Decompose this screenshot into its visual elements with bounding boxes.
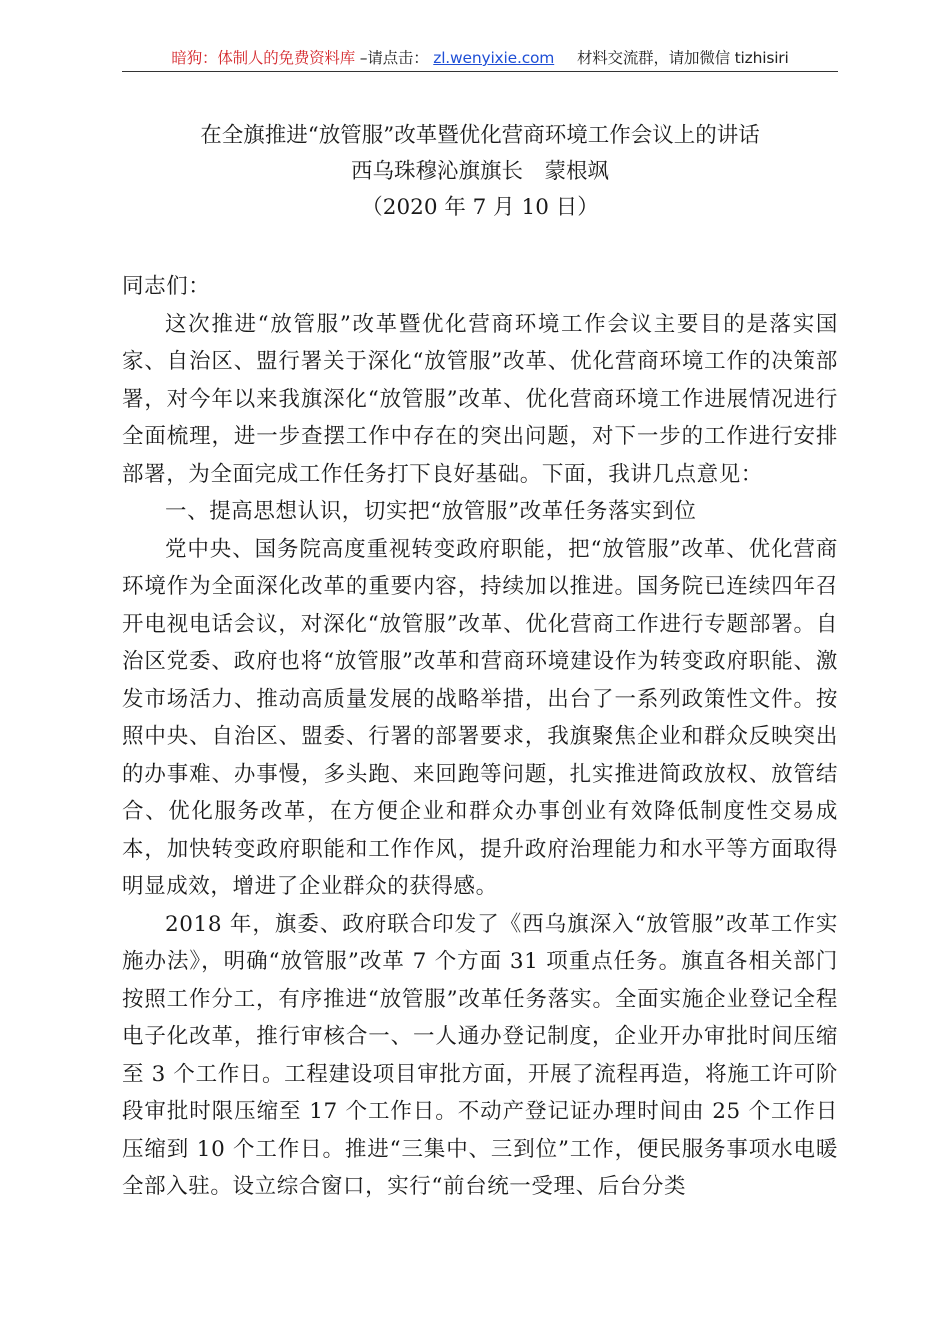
salutation: 同志们： [122, 274, 211, 299]
paragraph: 2018 年，旗委、政府联合印发了《西乌旗深入“放管服”改革工作实施办法》，明确“放管服”改革 7 个方面 31 项重点任务。旗直各相关部门按照工作分工，有序推进“放管服”改革任务落实。全面实施企业登记全程电子化改革，推行审核合一、一人通办登记制度，企业开办审批时间压缩至 3 个工作日。工程建设项目审批方面，开展了流程再造，将施工许可阶段审批时限压缩至 17 个工作日。不动产登记证办理时间由 25 个工作日压缩到 10 个工作日。推进“三集中、三到位”工作，便民服务事项水电暖全部入驻。设立综合窗口，实行“前台统一受理、后台分类 [122, 911, 838, 1199]
section-heading: 一、提高思想认识，切实把“放管服”改革任务落实到位 [165, 499, 697, 524]
header-click-prompt: –请点击： [359, 49, 429, 67]
document-date: （2020 年 7 月 10 日） [361, 195, 599, 220]
header-brand: 暗狗：体制人的免费资料库 [171, 49, 356, 67]
watermark-header [122, 46, 838, 70]
header-divider [122, 71, 838, 72]
document-title: 在全旗推进“放管服”改革暨优化营商环境工作会议上的讲话 [200, 123, 760, 148]
header-link[interactable]: zl.wenyixie.com [433, 49, 555, 67]
document-heading [122, 118, 838, 226]
header-wechat-note: 材料交流群，请加微信 tizhisiri [576, 49, 789, 67]
paragraph: 党中央、国务院高度重视转变政府职能，把“放管服”改革、优化营商环境作为全面深化改革的重要内容，持续加以推进。国务院已连续四年召开电视电话会议，对深化“放管服”改革、优化营商工作进行专题部署。自治区党委、政府也将“放管服”改革和营商环境建设作为转变政府职能、激发市场活力、推动高质量发展的战略举措，出台了一系列政策性文件。按照中央、自治区、盟委、行署的部署要求，我旗聚焦企业和群众反映突出的办事难、办事慢，多头跑、来回跑等问题，扎实推进简政放权、放管结合、优化服务改革，在方便企业和群众办事创业有效降低制度性交易成本，加快转变政府职能和工作作风，提升政府治理能力和水平等方面取得明显成效，增进了企业群众的获得感。 [122, 536, 838, 899]
paragraph: 这次推进“放管服”改革暨优化营商环境工作会议主要目的是落实国家、自治区、盟行署关于深化“放管服”改革、优化营商环境工作的决策部署，对今年以来我旗深化“放管服”改革、优化营商环境工作进展情况进行全面梳理，进一步查摆工作中存在的突出问题，对下一步的工作进行安排部署，为全面完成工作任务打下良好基础。下面，我讲几点意见： [122, 311, 838, 487]
document-speaker: 西乌珠穆沁旗旗长 蒙根飒 [350, 159, 609, 184]
document-body [122, 268, 838, 1206]
